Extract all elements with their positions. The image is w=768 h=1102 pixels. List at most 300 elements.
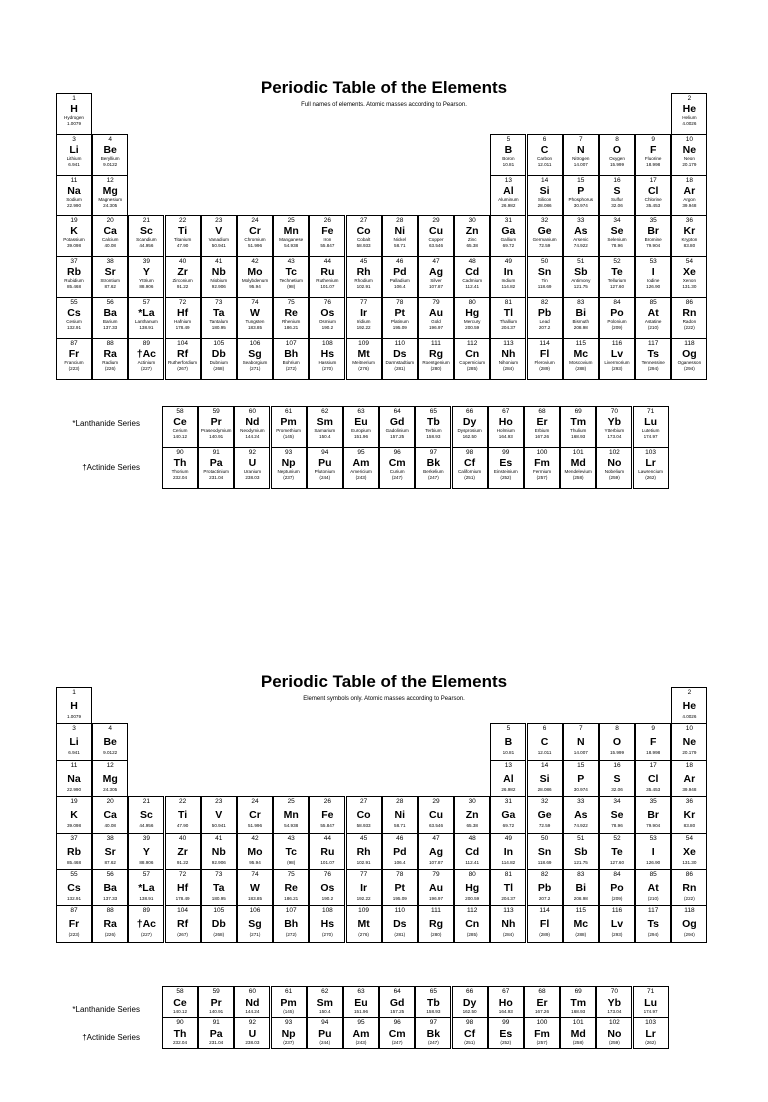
- element-name: Titanium: [173, 237, 192, 243]
- atomic-mass: 106.4: [394, 859, 406, 865]
- atomic-number: 31: [504, 217, 512, 225]
- element-name: Calcium: [101, 237, 119, 243]
- atomic-number: 8: [615, 725, 619, 733]
- element-cell: [454, 905, 490, 942]
- element-cell: [635, 338, 671, 380]
- element-name: Astatine: [644, 319, 662, 324]
- element-symbol: Tm: [570, 416, 587, 428]
- element-symbol: Hf: [177, 882, 189, 894]
- atomic-mass: 55.847: [320, 823, 335, 829]
- element-symbol: Ti: [178, 809, 188, 822]
- element-cell: [599, 256, 635, 298]
- atomic-number: 83: [577, 299, 585, 306]
- atomic-number: 72: [178, 871, 187, 878]
- element-cell: [56, 760, 92, 797]
- element-symbol: Cu: [429, 809, 443, 822]
- element-name: Gadolinium: [385, 428, 409, 433]
- element-cell: [671, 723, 707, 760]
- atomic-mass: (227): [141, 365, 152, 371]
- element-cell: [346, 297, 382, 339]
- element-cell: [415, 447, 451, 489]
- element-cell: [198, 986, 234, 1018]
- element-symbol: Ds: [393, 347, 407, 360]
- element-name: Livermorium: [604, 359, 630, 365]
- element-cell: [563, 256, 599, 298]
- atomic-number: 59: [212, 408, 220, 415]
- element-symbol: Sg: [248, 347, 262, 360]
- element-symbol: Os: [320, 307, 335, 319]
- element-name: Oxygen: [609, 155, 625, 161]
- atomic-mass: 131.30: [682, 859, 697, 865]
- atomic-mass: 150.4: [319, 1009, 331, 1014]
- atomic-number: 110: [394, 339, 405, 347]
- element-cell: [596, 1017, 632, 1049]
- element-cell: [382, 256, 418, 298]
- atomic-number: 41: [215, 258, 223, 266]
- element-symbol: †Ac: [136, 918, 157, 931]
- element-cell: [635, 760, 671, 797]
- atomic-number: 66: [465, 408, 474, 415]
- atomic-number: 46: [396, 258, 404, 266]
- periodic-table-panel-symbols: [0, 590, 768, 1102]
- atomic-mass: 85.468: [66, 284, 82, 290]
- atomic-mass: 12.011: [537, 750, 552, 756]
- element-name: Silicon: [537, 196, 552, 202]
- element-symbol: Po: [610, 307, 624, 319]
- element-symbol: Lv: [610, 347, 624, 360]
- atomic-mass: (271): [249, 365, 261, 371]
- element-name: Californium: [457, 469, 482, 474]
- element-symbol: C: [540, 736, 549, 749]
- atomic-number: 32: [540, 217, 549, 225]
- element-cell: [671, 175, 707, 217]
- element-symbol: Kr: [683, 809, 696, 822]
- element-cell: [599, 134, 635, 176]
- element-symbol: Fl: [539, 918, 550, 931]
- element-symbol: U: [248, 457, 257, 469]
- element-symbol: Fm: [534, 457, 550, 469]
- atomic-number: 76: [323, 299, 331, 306]
- element-name: Rhenium: [281, 319, 301, 324]
- element-cell: [346, 833, 382, 870]
- element-cell: [635, 256, 671, 298]
- element-symbol: Ra: [103, 347, 117, 360]
- atomic-number: 3: [72, 135, 76, 143]
- element-symbol: Ne: [682, 736, 697, 749]
- element-name: Einsteinium: [493, 469, 518, 474]
- element-name: Hydrogen: [64, 115, 84, 120]
- atomic-mass: 173.04: [607, 1009, 622, 1014]
- element-symbol: Fl: [539, 347, 550, 360]
- element-symbol: Pa: [209, 457, 223, 469]
- atomic-mass: 88.906: [139, 859, 154, 865]
- atomic-mass: 35.453: [646, 786, 661, 792]
- element-symbol: B: [504, 736, 513, 749]
- element-cell: [599, 338, 635, 380]
- element-cell: [563, 760, 599, 797]
- atomic-mass: 131.30: [682, 284, 697, 290]
- atomic-number: 2: [687, 95, 692, 102]
- element-cell: [635, 134, 671, 176]
- element-symbol: Ca: [103, 225, 117, 238]
- element-cell: [454, 833, 490, 870]
- element-cell: [165, 905, 201, 942]
- element-symbol: Am: [352, 1028, 370, 1040]
- atomic-mass: 140.91: [209, 1009, 224, 1014]
- element-cell: [198, 447, 234, 489]
- element-name: Radium: [102, 359, 119, 365]
- atomic-number: 96: [393, 1019, 401, 1026]
- element-symbol: Hg: [465, 307, 480, 319]
- element-cell: [596, 447, 632, 489]
- atomic-mass: (244): [319, 1040, 331, 1045]
- element-cell: [379, 406, 415, 448]
- atomic-number: 64: [393, 988, 401, 995]
- element-cell: [563, 869, 599, 906]
- element-cell: [599, 905, 635, 942]
- atomic-number: 11: [70, 761, 78, 769]
- element-cell: [346, 905, 382, 942]
- element-symbol: Bk: [426, 457, 441, 469]
- atomic-mass: 190.2: [321, 896, 334, 901]
- element-symbol: Hs: [320, 347, 335, 360]
- element-cell: [418, 256, 454, 298]
- atomic-number: 34: [613, 798, 621, 806]
- atomic-number: 113: [503, 339, 514, 347]
- atomic-number: 13: [504, 176, 512, 184]
- atomic-mass: 69.72: [502, 243, 515, 249]
- element-name: Francium: [64, 359, 84, 365]
- atomic-number: 72: [178, 299, 187, 306]
- atomic-number: 108: [321, 907, 333, 915]
- atomic-mass: 102.91: [356, 859, 371, 865]
- element-name: Sulfur: [610, 196, 623, 202]
- atomic-mass: 40.08: [104, 823, 116, 829]
- atomic-number: 25: [287, 217, 295, 225]
- atomic-mass: (244): [319, 475, 331, 480]
- atomic-mass: 200.59: [465, 325, 480, 330]
- atomic-mass: (289): [539, 932, 550, 938]
- atomic-mass: (210): [647, 896, 659, 901]
- element-symbol: Er: [536, 997, 548, 1009]
- element-symbol: As: [574, 225, 588, 238]
- element-name: Phosphorus: [568, 196, 594, 202]
- element-name: Neodymium: [240, 428, 265, 433]
- atomic-mass: 180.95: [211, 896, 226, 901]
- element-cell: [128, 338, 164, 380]
- element-cell: [346, 256, 382, 298]
- element-symbol: C: [540, 143, 549, 156]
- atomic-mass: 132.91: [66, 325, 82, 330]
- element-name: Manganese: [279, 237, 304, 243]
- atomic-number: 9: [651, 135, 655, 143]
- element-symbol: Gd: [389, 997, 405, 1009]
- element-cell: [309, 833, 345, 870]
- element-cell: [237, 297, 273, 339]
- atomic-mass: (145): [283, 434, 294, 439]
- atomic-number: 26: [323, 217, 331, 225]
- element-cell: [273, 869, 309, 906]
- element-name: Palladium: [389, 278, 410, 284]
- element-cell: [346, 796, 382, 833]
- atomic-number: 69: [574, 988, 582, 995]
- atomic-number: 61: [284, 408, 293, 415]
- element-cell: [635, 297, 671, 339]
- element-name: Cerium: [172, 428, 188, 433]
- periodic-table-panel-full: [0, 0, 768, 512]
- element-symbol: Bk: [426, 1028, 441, 1040]
- element-cell: [309, 297, 345, 339]
- atomic-mass: (258): [572, 1040, 584, 1045]
- atomic-mass: 22.990: [66, 786, 82, 792]
- element-cell: [563, 134, 599, 176]
- element-symbol: Mo: [247, 266, 263, 279]
- element-cell: [524, 447, 560, 489]
- atomic-number: 36: [685, 217, 693, 225]
- atomic-number: 88: [106, 339, 114, 347]
- element-cell: [273, 297, 309, 339]
- element-name: Barium: [102, 319, 118, 324]
- atomic-mass: 40.08: [104, 243, 116, 249]
- element-cell: [527, 905, 563, 942]
- atomic-mass: 195.09: [392, 325, 407, 330]
- atomic-number: 62: [321, 408, 329, 415]
- atomic-mass: 39.098: [66, 823, 82, 829]
- element-name: Boron: [502, 155, 515, 161]
- atomic-number: 76: [323, 871, 331, 878]
- element-cell: [488, 406, 524, 448]
- element-symbol: Mg: [102, 772, 118, 785]
- element-symbol: Tc: [285, 845, 297, 858]
- atomic-mass: (243): [355, 475, 367, 480]
- element-symbol: O: [612, 736, 622, 749]
- element-symbol: Y: [142, 845, 150, 858]
- atomic-number: 3: [72, 725, 76, 733]
- element-cell: [599, 215, 635, 257]
- atomic-mass: (294): [684, 932, 695, 938]
- element-cell: [56, 905, 92, 942]
- element-symbol: W: [250, 307, 260, 319]
- atomic-number: 115: [575, 907, 586, 915]
- element-name: Niobium: [210, 278, 228, 284]
- atomic-mass: (247): [428, 1040, 439, 1045]
- element-cell: [671, 760, 707, 797]
- atomic-mass: (247): [428, 475, 439, 480]
- atomic-mass: 164.93: [498, 434, 513, 439]
- element-cell: [671, 134, 707, 176]
- atomic-mass: 118.69: [537, 284, 552, 290]
- atomic-mass: 140.12: [172, 434, 188, 439]
- element-cell: [560, 447, 596, 489]
- element-name: Xenon: [682, 278, 697, 284]
- element-cell: [563, 215, 599, 257]
- element-name: Europium: [351, 428, 371, 433]
- atomic-number: 52: [613, 258, 621, 266]
- atomic-number: 106: [249, 339, 261, 347]
- atomic-number: 67: [502, 988, 510, 995]
- element-cell: [165, 833, 201, 870]
- element-symbol: Hf: [177, 307, 189, 319]
- atomic-number: 105: [213, 907, 225, 915]
- atomic-number: 43: [287, 258, 295, 266]
- element-cell: [162, 406, 198, 448]
- element-name: Fermium: [532, 469, 552, 474]
- atomic-number: 46: [396, 834, 404, 842]
- atomic-number: 71: [646, 408, 655, 415]
- atomic-mass: 190.2: [321, 325, 334, 330]
- element-cell: [418, 796, 454, 833]
- atomic-number: 68: [538, 408, 546, 415]
- element-cell: [273, 338, 309, 380]
- element-cell: [596, 406, 632, 448]
- atomic-number: 4: [108, 135, 112, 143]
- atomic-number: 104: [177, 339, 189, 347]
- element-cell: [382, 796, 418, 833]
- atomic-mass: 28.086: [537, 202, 552, 208]
- element-cell: [273, 905, 309, 942]
- atomic-mass: (209): [611, 325, 623, 330]
- atomic-number: 116: [611, 339, 623, 347]
- atomic-number: 15: [577, 176, 585, 184]
- element-symbol: Yb: [607, 416, 622, 428]
- atomic-mass: 39.948: [682, 202, 697, 208]
- element-symbol: Ar: [683, 772, 696, 785]
- atomic-number: 73: [215, 871, 223, 878]
- atomic-number: 5: [506, 135, 511, 143]
- atomic-number: 89: [142, 339, 150, 347]
- atomic-number: 44: [323, 258, 331, 266]
- atomic-number: 22: [178, 798, 187, 806]
- atomic-number: 61: [284, 988, 293, 995]
- element-symbol: Tl: [503, 307, 514, 319]
- element-symbol: Lr: [645, 1028, 656, 1040]
- atomic-number: 19: [70, 217, 78, 225]
- element-cell: [527, 760, 563, 797]
- atomic-mass: 168.93: [571, 434, 586, 439]
- element-symbol: Cd: [465, 845, 480, 858]
- page-subtitle: Full names of elements. Atomic masses according to Pearson.: [301, 102, 467, 108]
- element-symbol: He: [682, 103, 697, 115]
- atomic-number: 45: [359, 834, 368, 842]
- atomic-mass: 140.12: [172, 1009, 188, 1014]
- element-cell: [92, 760, 128, 797]
- element-symbol: Lu: [644, 416, 657, 428]
- page-subtitle: Element symbols only. Atomic masses according to Pearson.: [303, 696, 465, 702]
- atomic-number: 108: [321, 339, 333, 347]
- element-name: Tellurium: [607, 278, 627, 284]
- atomic-number: 109: [358, 907, 370, 915]
- element-name: Chromium: [244, 237, 266, 243]
- element-symbol: Am: [352, 457, 370, 469]
- element-name: Meitnerium: [352, 359, 375, 365]
- atomic-mass: 207.2: [538, 325, 551, 330]
- element-symbol: Mg: [102, 184, 118, 197]
- atomic-number: 49: [504, 258, 512, 266]
- atomic-number: 18: [685, 176, 693, 184]
- element-symbol: Co: [356, 809, 371, 822]
- element-cell: [527, 833, 563, 870]
- element-cell: [488, 986, 524, 1018]
- element-cell: [201, 338, 237, 380]
- element-cell: [128, 297, 164, 339]
- atomic-mass: 101.07: [320, 284, 335, 290]
- atomic-number: 84: [613, 299, 621, 306]
- element-symbol: Rg: [429, 347, 443, 360]
- element-cell: [527, 723, 563, 760]
- atomic-number: 80: [468, 299, 476, 306]
- element-name: Zinc: [467, 237, 477, 243]
- atomic-mass: 15.999: [609, 161, 625, 167]
- atomic-mass: (262): [645, 1040, 656, 1045]
- atomic-number: 75: [287, 871, 295, 878]
- element-cell: [382, 338, 418, 380]
- atomic-mass: (257): [536, 1040, 548, 1045]
- element-symbol: Eu: [354, 416, 368, 428]
- element-symbol: Ni: [394, 225, 406, 238]
- element-symbol: Se: [610, 225, 624, 238]
- atomic-mass: 137.33: [103, 325, 118, 330]
- element-cell: [635, 175, 671, 217]
- atomic-mass: (276): [358, 932, 369, 938]
- element-cell: [527, 256, 563, 298]
- element-name: Argon: [683, 196, 696, 202]
- element-symbol: Gd: [389, 416, 405, 428]
- element-symbol: Rf: [177, 918, 189, 931]
- element-name: Praseodymium: [200, 428, 232, 433]
- element-cell: [165, 338, 201, 380]
- element-name: Nickel: [393, 237, 407, 243]
- element-cell: [382, 869, 418, 906]
- atomic-mass: 162.50: [462, 434, 477, 439]
- atomic-number: 79: [432, 299, 440, 306]
- element-cell: [418, 833, 454, 870]
- atomic-number: 97: [429, 449, 437, 456]
- element-symbol: F: [649, 736, 657, 749]
- atomic-number: 45: [359, 258, 368, 266]
- atomic-number: 82: [540, 871, 549, 878]
- atomic-number: 80: [468, 871, 476, 878]
- atomic-number: 83: [577, 871, 585, 878]
- element-symbol: Li: [69, 143, 79, 156]
- element-cell: [490, 760, 526, 797]
- atomic-number: 52: [613, 834, 621, 842]
- element-cell: [524, 406, 560, 448]
- atomic-number: 47: [432, 258, 440, 266]
- element-cell: [92, 134, 128, 176]
- element-symbol: V: [215, 809, 223, 822]
- element-name: Thorium: [171, 469, 189, 474]
- atomic-number: 109: [358, 339, 370, 347]
- atomic-mass: (251): [464, 475, 475, 480]
- element-cell: [418, 905, 454, 942]
- atomic-mass: (284): [503, 365, 514, 371]
- atomic-mass: 26.982: [501, 786, 516, 792]
- atomic-number: 20: [106, 798, 114, 806]
- atomic-number: 58: [176, 408, 184, 415]
- atomic-mass: 54.938: [284, 823, 299, 829]
- atomic-number: 87: [70, 339, 78, 347]
- atomic-number: 117: [648, 907, 659, 915]
- atomic-mass: (251): [464, 1040, 475, 1045]
- element-symbol: Ge: [537, 809, 552, 822]
- element-cell: [128, 215, 164, 257]
- element-cell: [56, 215, 92, 257]
- atomic-number: 74: [251, 299, 259, 306]
- element-name: Lutetium: [641, 428, 660, 433]
- element-name: Nihonium: [498, 359, 519, 365]
- atomic-number: 70: [610, 408, 618, 415]
- atomic-mass: 35.453: [646, 202, 661, 208]
